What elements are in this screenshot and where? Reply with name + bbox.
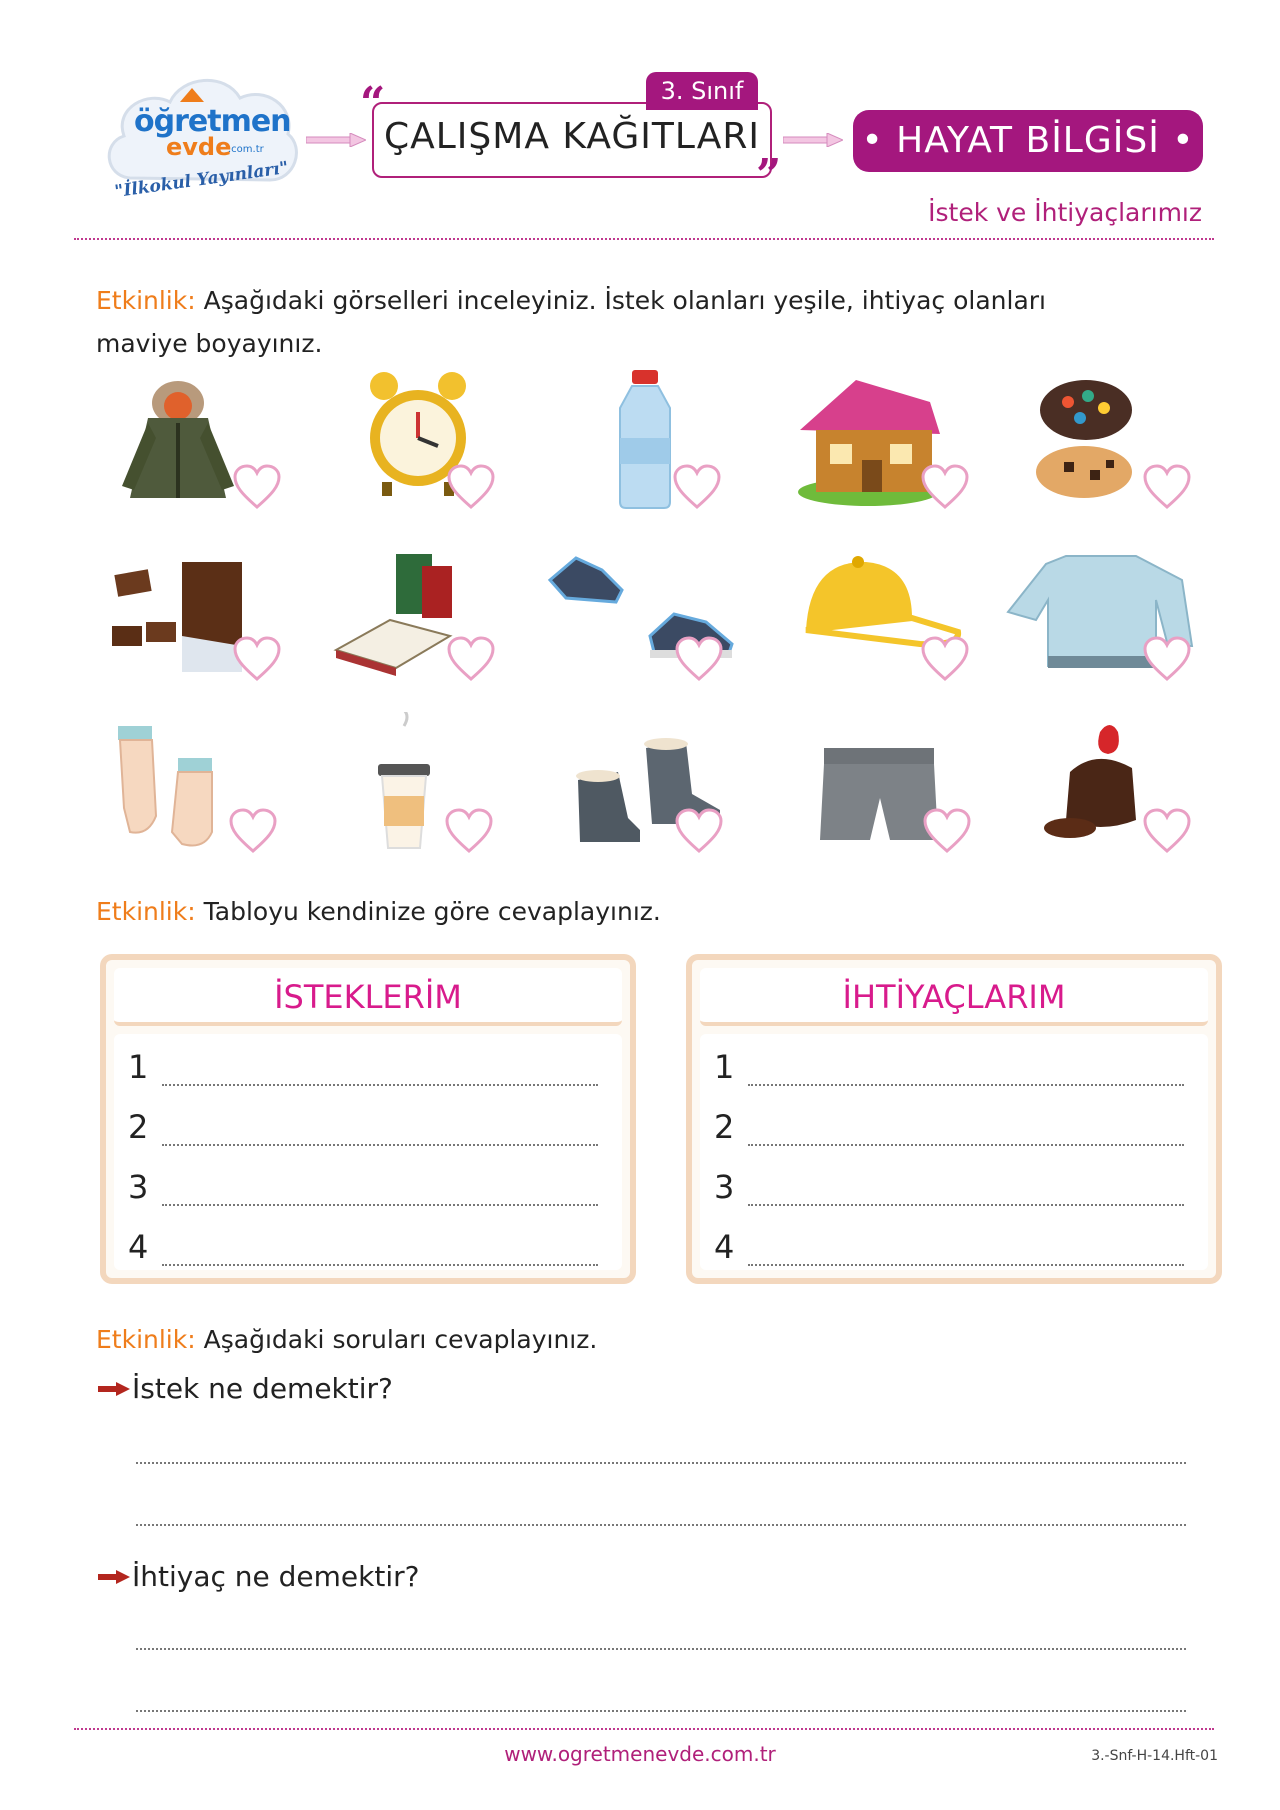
footer-code: 3.-Snf-H-14.Hft-01 bbox=[1091, 1748, 1218, 1764]
heart-icon[interactable] bbox=[1142, 636, 1192, 682]
image-cookies[interactable] bbox=[1030, 368, 1250, 518]
activity-3-text: Aşağıdaki soruları cevaplayınız. bbox=[203, 1325, 598, 1354]
needs-table-body bbox=[700, 1034, 1208, 1270]
wants-table bbox=[100, 954, 636, 1284]
image-water-bottle[interactable] bbox=[578, 368, 798, 518]
table-row[interactable] bbox=[714, 1040, 1184, 1100]
cookies-icon bbox=[1030, 368, 1250, 518]
chocolate-icon bbox=[108, 540, 328, 690]
image-chocolate[interactable] bbox=[108, 540, 328, 690]
arrow-right-icon bbox=[306, 133, 366, 147]
image-boots[interactable] bbox=[568, 712, 788, 862]
image-shorts[interactable] bbox=[812, 712, 1032, 862]
heart-icon[interactable] bbox=[922, 808, 972, 854]
answer-line[interactable] bbox=[136, 1648, 1186, 1650]
house-icon bbox=[790, 368, 1010, 518]
table-row[interactable] bbox=[714, 1160, 1184, 1220]
row-number: 4 bbox=[714, 1228, 735, 1266]
worksheet-title: ÇALIŞMA KAĞITLARI bbox=[383, 116, 761, 157]
coat-icon bbox=[108, 368, 328, 518]
heart-icon[interactable] bbox=[674, 808, 724, 854]
heart-icon[interactable] bbox=[444, 808, 494, 854]
close-quote-icon: ” bbox=[756, 150, 782, 201]
heart-icon[interactable] bbox=[674, 636, 724, 682]
activity-label: Etkinlik: bbox=[96, 897, 196, 926]
logo-text-ogretmen: öğretmen bbox=[134, 104, 291, 139]
activity-1-text-line2: maviye boyayınız. bbox=[96, 329, 323, 358]
table-row[interactable] bbox=[128, 1100, 598, 1160]
footer-divider bbox=[74, 1728, 1214, 1730]
row-number: 1 bbox=[128, 1048, 149, 1086]
answer-line[interactable] bbox=[162, 1144, 598, 1146]
activity-2-text: Tabloyu kendinize göre cevaplayınız. bbox=[203, 897, 661, 926]
heart-icon[interactable] bbox=[1142, 464, 1192, 510]
answer-line[interactable] bbox=[162, 1264, 598, 1266]
needs-table-title: İHTİYAÇLARIM bbox=[700, 968, 1208, 1026]
answer-line[interactable] bbox=[748, 1264, 1184, 1266]
image-sneakers[interactable] bbox=[546, 540, 766, 690]
heart-icon[interactable] bbox=[920, 636, 970, 682]
activity-1-text-line1: Aşağıdaki görselleri inceleyiniz. İstek olanları yeşile, ihtiyaç olanları bbox=[203, 286, 1046, 315]
row-number: 3 bbox=[714, 1168, 735, 1206]
socks-icon bbox=[108, 712, 328, 862]
row-number: 2 bbox=[714, 1108, 735, 1146]
activity-label: Etkinlik: bbox=[96, 1325, 196, 1354]
image-house[interactable] bbox=[790, 368, 1010, 518]
image-sweater[interactable] bbox=[1006, 540, 1226, 690]
image-cap[interactable] bbox=[800, 540, 1020, 690]
arrow-right-icon bbox=[783, 133, 843, 147]
heart-icon[interactable] bbox=[672, 464, 722, 510]
row-number: 4 bbox=[128, 1228, 149, 1266]
image-socks[interactable] bbox=[108, 712, 328, 862]
heart-icon[interactable] bbox=[232, 636, 282, 682]
heart-icon[interactable] bbox=[1142, 808, 1192, 854]
logo-tagline: "İlkokul Yayınları" bbox=[113, 157, 290, 203]
heart-icon[interactable] bbox=[920, 464, 970, 510]
answer-line[interactable] bbox=[748, 1144, 1184, 1146]
table-row[interactable] bbox=[128, 1160, 598, 1220]
subject-badge: • HAYAT BİLGİSİ • bbox=[853, 110, 1203, 172]
question-text: İstek ne demektir? bbox=[132, 1372, 393, 1405]
books-icon bbox=[330, 540, 550, 690]
question-text: İhtiyaç ne demektir? bbox=[132, 1560, 420, 1593]
answer-line[interactable] bbox=[748, 1084, 1184, 1086]
image-alarm-clock[interactable] bbox=[346, 368, 566, 518]
image-books[interactable] bbox=[330, 540, 550, 690]
sneakers-icon bbox=[546, 540, 766, 690]
header-divider bbox=[74, 238, 1214, 240]
answer-line[interactable] bbox=[136, 1710, 1186, 1712]
activity-1-instruction bbox=[96, 279, 1226, 365]
logo-text-domain: .com.tr bbox=[228, 144, 264, 155]
answer-line[interactable] bbox=[162, 1084, 598, 1086]
heart-icon[interactable] bbox=[228, 808, 278, 854]
activity-3-instruction bbox=[96, 1318, 597, 1361]
heart-icon[interactable] bbox=[232, 464, 282, 510]
bullet-arrow-icon bbox=[98, 1382, 130, 1396]
answer-line[interactable] bbox=[162, 1204, 598, 1206]
cap-icon bbox=[800, 540, 1020, 690]
open-quote-icon: “ bbox=[360, 78, 386, 129]
row-number: 2 bbox=[128, 1108, 149, 1146]
bullet-arrow-icon bbox=[98, 1570, 130, 1584]
table-row[interactable] bbox=[128, 1220, 598, 1280]
table-row[interactable] bbox=[714, 1220, 1184, 1280]
footer-url[interactable]: www.ogretmenevde.com.tr bbox=[504, 1742, 776, 1766]
topic-title: İstek ve İhtiyaçlarımız bbox=[928, 198, 1202, 227]
activity-label: Etkinlik: bbox=[96, 286, 196, 315]
wants-table-title: İSTEKLERİM bbox=[114, 968, 622, 1026]
heart-icon[interactable] bbox=[446, 464, 496, 510]
activity-2-instruction bbox=[96, 890, 661, 933]
row-number: 1 bbox=[714, 1048, 735, 1086]
image-coffee-cup[interactable] bbox=[364, 712, 584, 862]
wants-table-body bbox=[114, 1034, 622, 1270]
answer-line[interactable] bbox=[748, 1204, 1184, 1206]
sweater-icon bbox=[1006, 540, 1226, 690]
heart-icon[interactable] bbox=[446, 636, 496, 682]
publisher-logo bbox=[100, 58, 300, 208]
needs-table bbox=[686, 954, 1222, 1284]
row-number: 3 bbox=[128, 1168, 149, 1206]
image-coat[interactable] bbox=[108, 368, 328, 518]
table-row[interactable] bbox=[714, 1100, 1184, 1160]
grade-badge: 3. Sınıf bbox=[646, 72, 758, 110]
answer-line[interactable] bbox=[136, 1524, 1186, 1526]
answer-line[interactable] bbox=[136, 1462, 1186, 1464]
logo-text-evde: evde bbox=[166, 133, 232, 161]
table-row[interactable] bbox=[128, 1040, 598, 1100]
image-lava-cake[interactable] bbox=[1040, 712, 1260, 862]
